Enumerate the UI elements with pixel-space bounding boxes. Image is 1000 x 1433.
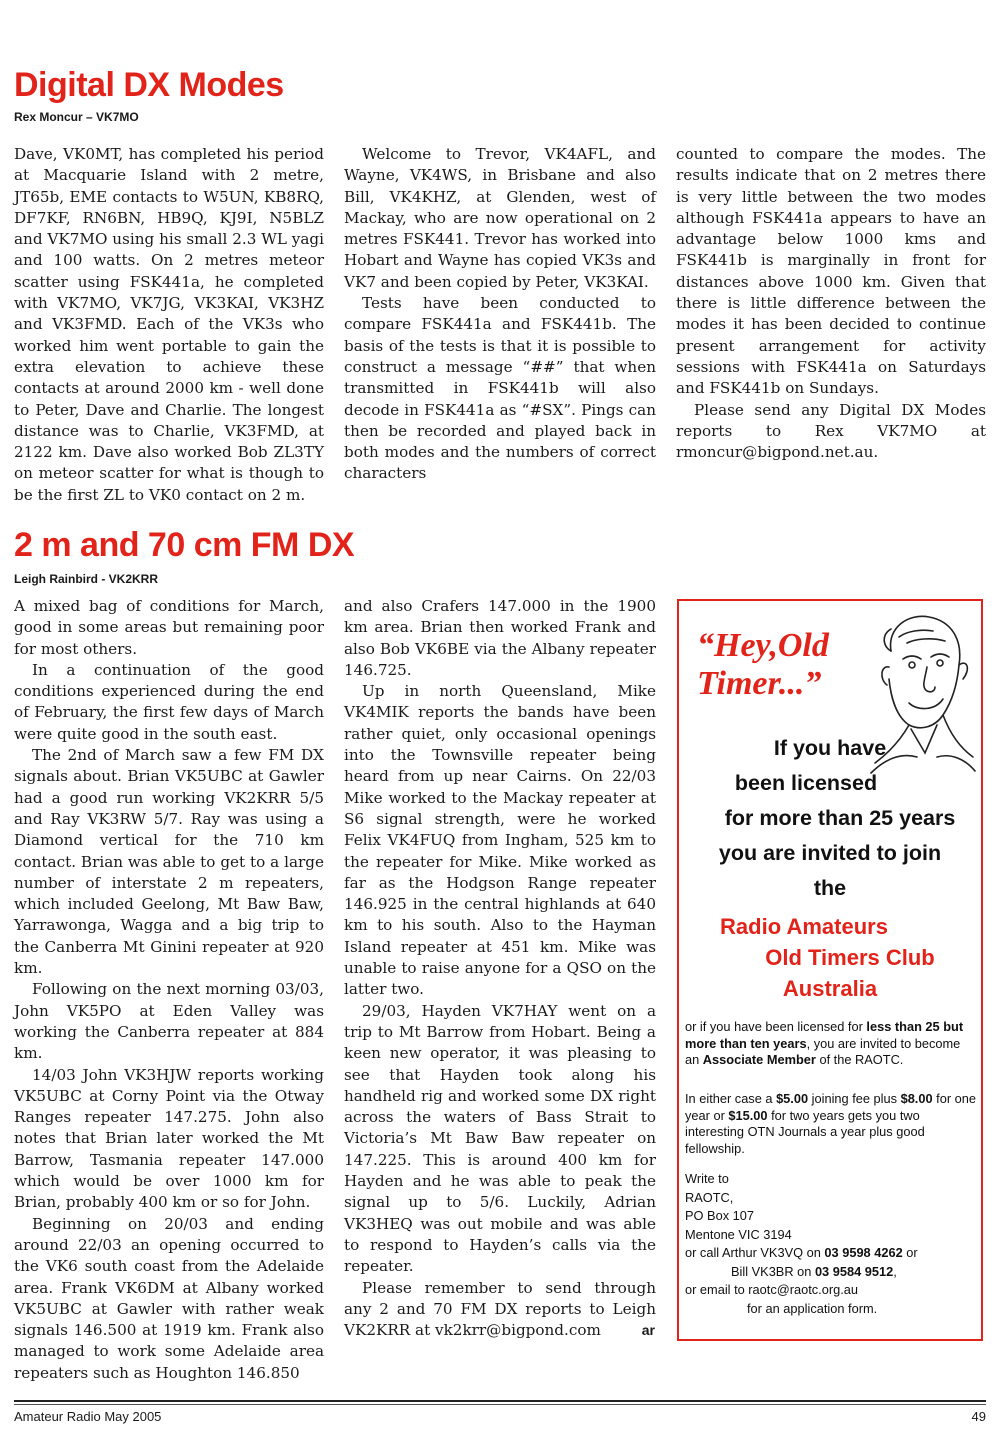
paragraph: Please remember to send through any 2 and 70 FM DX reports to Leigh VK2KRR at vk2krr@bigpond.com — [344, 1278, 656, 1340]
article1-col2 — [344, 144, 656, 485]
raotc-advertisement — [677, 599, 983, 1341]
paragraph: counted to compare the modes. The results indicate that on 2 metres there is very little between the two modes although FSK441a appears to have an advantage below 1000 kms and FSK441b is marginally in front for distances above 1000 km. Given that there is little difference between the modes it has been decided to continue present arrangement for activity sessions with FSK441a on Saturdays and FSK441b on Sundays. — [676, 145, 986, 398]
ad-text: Bill VK3BR on — [731, 1263, 815, 1279]
paragraph: 14/03 John VK3HJW reports working VK5UBC at Corny Point via the Otway Ranges repeater 147.275. John also notes that Brian later worked the Mt Barrow, Tasmania repeater 147.000 which would be over 1000 km for Brian, probably 400 km or so for John. — [14, 1065, 324, 1212]
paragraph: Following on the next morning 03/03, John VK5PO at Eden Valley was working the Canberra repeater at 884 km. — [14, 980, 324, 1063]
ad-fee-paragraph — [685, 1091, 977, 1157]
ad-text-bold: $15.00 — [728, 1107, 768, 1123]
article1-title: Digital DX Modes — [14, 66, 284, 104]
ad-text: , you are invited to become an — [685, 1035, 961, 1067]
ad-invite-line: If you have — [773, 736, 887, 760]
ad-text: or call Arthur VK3VQ on — [685, 1245, 825, 1260]
ad-invite-line: been licensed — [734, 771, 878, 795]
article2-col1 — [14, 596, 324, 1384]
ad-text: of the RAOTC. — [815, 1052, 904, 1067]
paragraph: Tests have been conducted to compare FSK441a and FSK441b. The basis of the tests is that it is possible to construct a message “##” that when transmitted in FSK441b will also decode in FSK441a as “#SX”. Pings can then be recorded and played back in both modes and the numbers of correct characters — [344, 294, 656, 483]
ad-associate-paragraph — [685, 1019, 977, 1069]
ad-text-bold: $5.00 — [776, 1091, 809, 1106]
ad-headline-line: Timer...” — [697, 665, 822, 702]
ad-text: In either case a — [685, 1091, 777, 1106]
phone-number: 03 9598 4262 — [824, 1245, 903, 1260]
paragraph: Beginning on 20/03 and ending around 22/03 an opening occurred to the VK6 south coast from the Adelaide area. Frank VK6DM at Albany worked VK5UBC at Gawler with rather weak signals 146.500 at 1919 km. Frank also managed to work some Adelaide area repeaters such as Houghton 146.850 — [14, 1214, 324, 1382]
address-line: RAOTC, — [685, 1189, 734, 1205]
paragraph: 29/03, Hayden VK7HAY went on a trip to Mt Barrow from Hobart. Being a keen new operator, it was pleasing to see that Hayden took along his handheld rig and worked some DX right across the waters of Bass Strait to Victoria’s Mt Baw Baw repeater on 147.225. This is around 400 km for Hayden and he was able to peak the signal up to 5/6. Luckily, Adrian VK3HEQ was out mobile and was able to respond to Hayden’s calls via the repeater. — [344, 1001, 656, 1276]
article1-col3 — [676, 144, 986, 463]
ad-invite-line: for more than 25 years — [724, 806, 956, 830]
address-line: Mentone VIC 3194 — [685, 1226, 792, 1242]
page-number: 49 — [971, 1409, 986, 1424]
article2-col2 — [344, 596, 656, 1341]
ad-club-line: Radio Amateurs — [720, 914, 888, 939]
ad-text: for one year or — [685, 1091, 977, 1123]
paragraph: and also Crafers 147.000 in the 1900 km area. Brian then worked Frank and also Bob VK6BE via the Albany repeater 146.725. — [344, 597, 656, 679]
ad-text-bold: Associate Member — [702, 1052, 816, 1067]
email-line: or email to raotc@raotc.org.au — [685, 1282, 859, 1297]
ad-text: for two years gets you two interesting OTN Journals a year plus good fellowship. — [685, 1107, 925, 1156]
ad-text-bold: less than 25 but more than ten years — [685, 1019, 964, 1051]
ad-text: joining fee plus — [808, 1091, 901, 1106]
footer-rule — [14, 1400, 986, 1402]
ad-club-line: Australia — [782, 976, 878, 1001]
ad-text: or — [902, 1245, 918, 1260]
address-line: Write to — [685, 1171, 729, 1186]
end-mark: ar — [641, 1322, 655, 1338]
article1-col1 — [14, 144, 324, 506]
paragraph: In a continuation of the good conditions experienced during the end of February, the first few days of March were quite good in the south east. — [14, 660, 324, 743]
footer-rule-thin — [14, 1404, 986, 1405]
paragraph: A mixed bag of conditions for March, good in some areas but remaining poor for most others. — [14, 597, 324, 658]
ad-text: , — [893, 1263, 897, 1279]
ad-invite-line: the — [813, 876, 847, 900]
contact-line — [685, 1244, 977, 1263]
contact-line — [685, 1263, 977, 1282]
article1-byline: Rex Moncur – VK7MO — [14, 110, 139, 124]
paragraph: The 2nd of March saw a few FM DX signals about. Brian VK5UBC at Gawler had a good run working VK2KRR 5/5 and Ray VK3RW 5/7. Ray was using a Diamond vertical for the 710 km contact. Brian was able to get to a large number of interstate 2 m repeaters, which included Geelong, Mt Baw Baw, Yarrawonga, Wagga and a big trip to the Canberra Mt Ginini repeater at 920 km. — [14, 746, 324, 978]
paragraph: Up in north Queensland, Mike VK4MIK reports the bands have been rather quiet, only occasional openings into the Townsville repeater being heard from up near Cairns. On 22/03 Mike worked to the Mackay repeater at S6 signal strength, were he worked Felix VK4FUQ from Ingham, 525 km to the repeater for Mike. Mike worked as far as the Hodgson Range repeater 146.925 in the central highlands at 640 km to his south. Also to the Hayman Island repeater at 451 km. Mike was unable to raise anyone for a QSO on the latter two. — [344, 682, 656, 999]
paragraph: Dave, VK0MT, has completed his period at Macquarie Island with 2 metre, JT65b, EME contacts to W5UN, KB8RQ, DF7KF, RN6BN, HB9Q, KJ9I, N5BLZ and VK7MO using his small 2.3 WL yagi and 100 watts. On 2 metres meteor scatter using FSK441a, he completed with VK7MO, VK7JG, VK3KAI, VK3HZ and VK3FMD. Each of the VK3s who worked him went portable to gain the extra elevation to achieve these contacts at around 2000 km - well done to Peter, Dave and Charlie. The longest distance was to Charlie, VK3FMD, at 2122 km. Dave also worked Bob ZL3TY on meteor scatter for what is though to be the first ZL to VK0 contact on 2 m. — [14, 145, 324, 504]
form-line: for an application form. — [747, 1300, 878, 1316]
address-line: PO Box 107 — [685, 1208, 755, 1223]
paragraph: Please send any Digital DX Modes reports to Rex VK7MO at rmoncur@bigpond.net.au. — [676, 400, 986, 462]
ad-club-line: Old Timers Club — [765, 945, 935, 970]
article2-byline: Leigh Rainbird - VK2KRR — [14, 572, 159, 586]
ad-text-bold: $8.00 — [900, 1091, 933, 1106]
article2-title: 2 m and 70 cm FM DX — [14, 526, 355, 564]
ad-address — [685, 1170, 977, 1318]
ad-headline-line: “Hey,Old — [697, 627, 829, 664]
ad-text: or if you have been licensed for — [685, 1019, 867, 1034]
phone-number: 03 9584 9512 — [814, 1263, 894, 1279]
paragraph: Welcome to Trevor, VK4AFL, and Wayne, VK4WS, in Brisbane and also Bill, VK4KHZ, at Glenden, west of Mackay, who are now operational on 2 metres FSK441. Trevor has worked into Hobart and Wayne has copied VK3s and VK7 and been copied by Peter, VK3KAI. — [344, 145, 656, 291]
ad-invite-line: you are invited to join — [718, 841, 942, 865]
footer-publication: Amateur Radio May 2005 — [14, 1409, 162, 1424]
ad-headline — [697, 627, 829, 703]
